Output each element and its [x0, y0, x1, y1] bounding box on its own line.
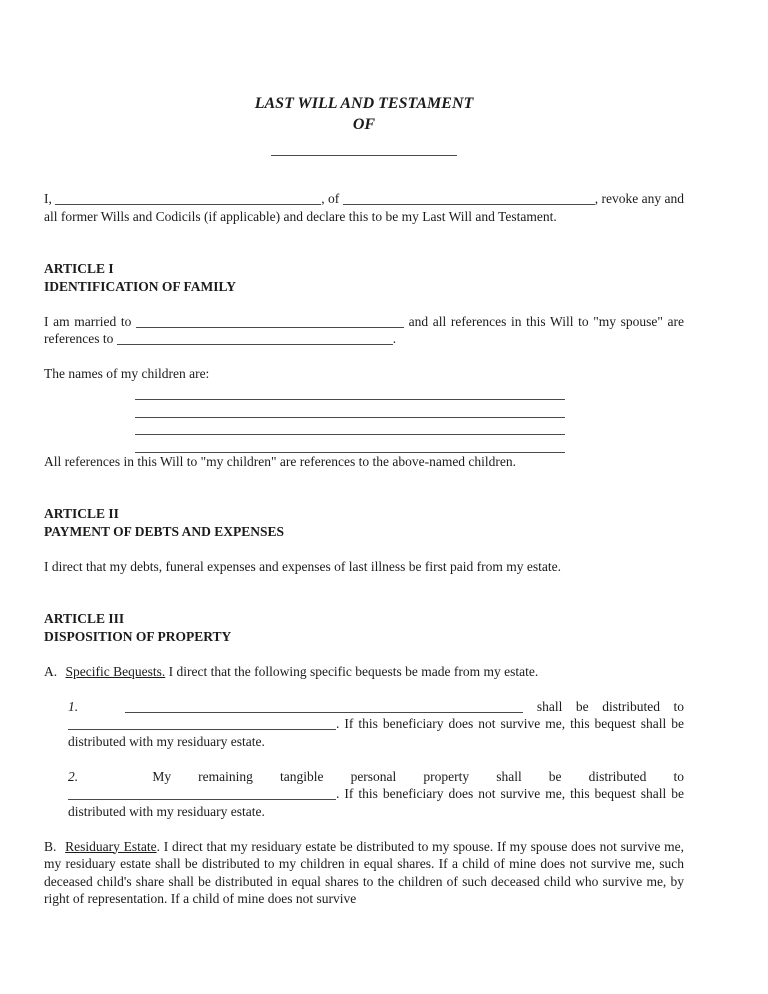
- opening-pre: I,: [44, 191, 52, 206]
- bequest-2-beneficiary-field: [68, 787, 336, 800]
- bequest-item-2: [44, 768, 684, 821]
- testator-name-blank-line: [271, 155, 457, 156]
- bequest-1-beneficiary-field: [68, 717, 336, 730]
- children-name-lines: [135, 383, 684, 453]
- article-3-heading: [44, 610, 684, 645]
- section-b-body: . I direct that my residuary estate be distributed to my spouse. If my spouse does not survive me, my residuary estate shall be distributed to my children in equal shares. If a child of mine does not survive me, such deceased child's share shall be distributed in equal shares to the children of such deceased child who survive me, by right of representation. If a child of mine does not survive: [44, 838, 684, 906]
- bequest-1-tail: . If this beneficiary does not survive me, this bequest shall be distributed with my residuary estate.: [68, 716, 684, 749]
- opening-paragraph: [44, 190, 684, 225]
- document-title: [44, 93, 684, 156]
- bequest-1-number: 1.: [68, 698, 79, 714]
- section-a-intro: [44, 663, 684, 681]
- debts-paragraph: I direct that my debts, funeral expenses and expenses of last illness be first paid from my estate.: [44, 558, 561, 574]
- section-b-title: Residuary Estate: [65, 838, 157, 854]
- children-name-line-1: [135, 383, 565, 401]
- children-intro: The names of my children are:: [44, 366, 210, 381]
- section-a-label: A.: [44, 663, 58, 679]
- spouse-name-field: [136, 315, 404, 328]
- section-a-intro-text: I direct that the following specific bequests be made from my estate.: [168, 663, 539, 679]
- children-name-line-3: [135, 418, 565, 436]
- bequest-item-1: [44, 698, 684, 751]
- document-title-line2: OF: [352, 116, 376, 133]
- bequest-2-pre: My remaining tangible personal property shall be distributed to: [152, 768, 684, 784]
- spouse-post: .: [392, 331, 397, 346]
- bequest-2-number: 2.: [68, 768, 79, 784]
- section-b-label: B.: [44, 838, 57, 854]
- article-1-number: ARTICLE I: [44, 261, 114, 276]
- document-title-line1: LAST WILL AND TESTAMENT: [254, 95, 474, 112]
- article-2-title: PAYMENT OF DEBTS AND EXPENSES: [44, 523, 285, 539]
- spouse-name-field-2: [117, 332, 393, 345]
- opening-mid: , of: [321, 191, 340, 206]
- spouse-mid: and all references in this Will to "my spouse" are references to: [44, 313, 685, 346]
- opening-post: , revoke any and all former Wills and Codicils (if applicable) and declare this to be my Last Will and Testament.: [44, 191, 685, 224]
- article-2-number: ARTICLE II: [44, 506, 119, 521]
- article-2-heading: [44, 505, 684, 540]
- article-1-heading: [44, 260, 684, 295]
- bequest-1-description-field: [125, 700, 523, 713]
- children-name-line-2: [135, 400, 565, 418]
- children-name-line-4: [135, 435, 565, 453]
- article-1-title: IDENTIFICATION OF FAMILY: [44, 278, 237, 294]
- testator-name-field: [55, 192, 321, 205]
- spouse-paragraph: [44, 313, 684, 348]
- section-a-title: Specific Bequests.: [65, 663, 166, 679]
- children-note: All references in this Will to "my children" are references to the above-named children.: [44, 453, 517, 469]
- testator-residence-field: [343, 192, 595, 205]
- bequest-1-mid: shall be distributed to: [536, 698, 685, 714]
- article-3-number: ARTICLE III: [44, 611, 125, 626]
- spouse-pre: I am married to: [44, 313, 132, 329]
- article-3-title: DISPOSITION OF PROPERTY: [44, 628, 232, 644]
- bequest-2-tail: . If this beneficiary does not survive me, this bequest shall be distributed with my residuary estate.: [68, 786, 684, 819]
- section-b-paragraph: [44, 838, 684, 908]
